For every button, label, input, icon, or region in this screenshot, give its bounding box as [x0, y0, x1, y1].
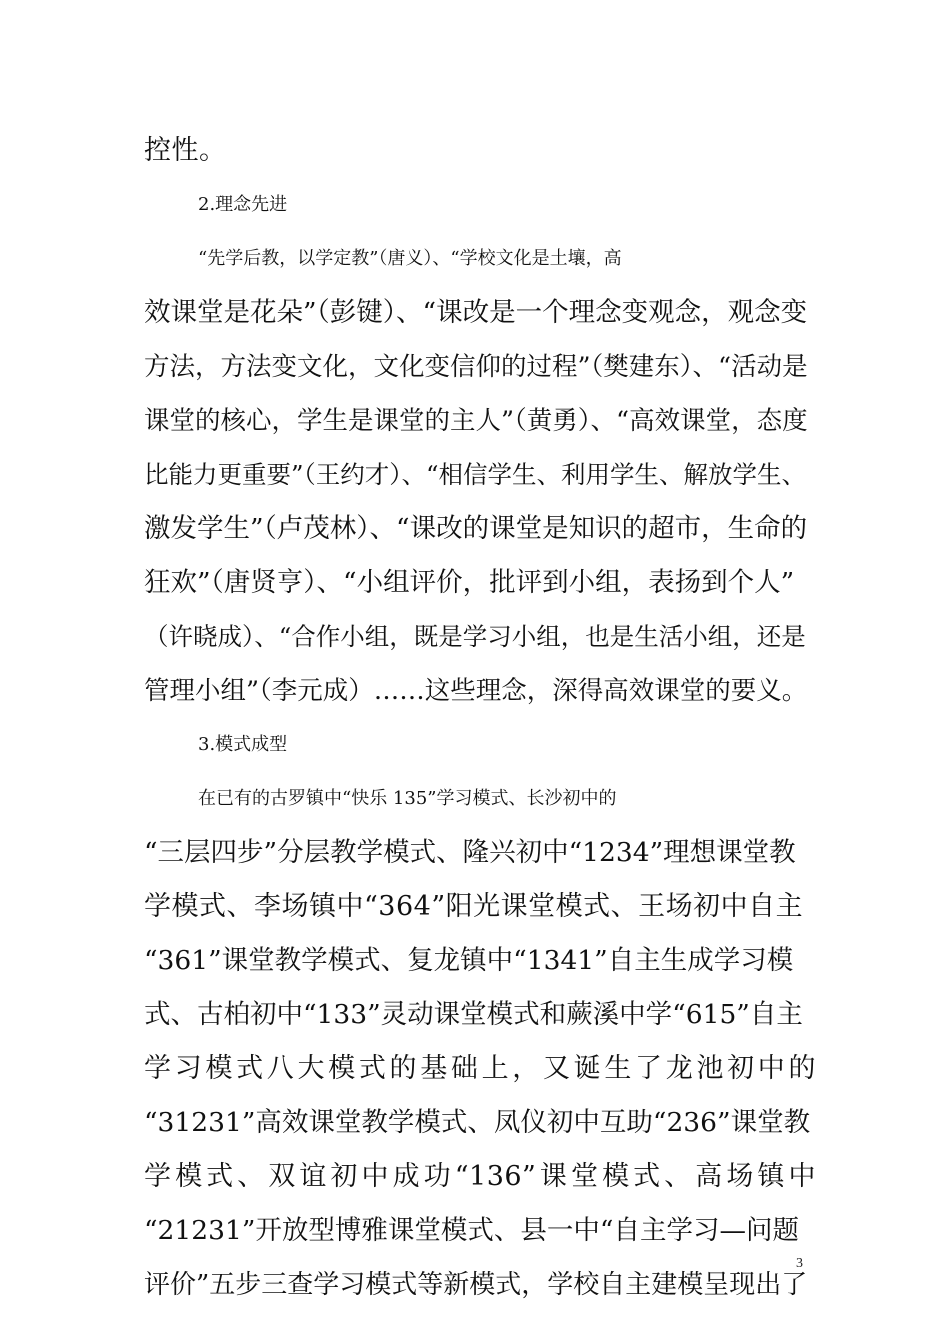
paragraph-line: “三层四步”分层教学模式、隆兴初中“1234”理想课堂教	[144, 837, 796, 868]
section-heading: 2.理念先进	[198, 194, 288, 215]
paragraph-line: 在已有的古罗镇中“快乐 135”学习模式、长沙初中的	[198, 788, 617, 809]
page-number: 3	[796, 1256, 803, 1271]
paragraph-line: “先学后教，以学定教”（唐义）、“学校文化是土壤，高	[198, 248, 622, 269]
paragraph-line: 评价”五步三查学习模式等新模式，学校自主建模呈现出了	[144, 1270, 808, 1300]
paragraph-line: 学模式、双谊初中成功“136”课堂模式、高场镇中	[144, 1161, 816, 1192]
paragraph-line: 学习模式八大模式的基础上，又诞生了龙池初中的	[144, 1053, 816, 1084]
paragraph-line: （许晓成）、“合作小组，既是学习小组，也是生活小组，还是	[144, 622, 806, 651]
paragraph-line: “21231”开放型博雅课堂模式、县一中“自主学习—问题	[144, 1215, 799, 1246]
paragraph-line: 比能力更重要”（王约才）、“相信学生、利用学生、解放学生、	[144, 460, 807, 489]
paragraph-line: 狂欢”（唐贤亨）、“小组评价，批评到小组，表扬到个人”	[144, 567, 795, 598]
paragraph-line: 管理小组”（李元成）……这些理念，深得高效课堂的要义。	[144, 676, 808, 706]
paragraph-line: “361”课堂教学模式、复龙镇中“1341”自主生成学习模	[144, 945, 794, 976]
paragraph-line: 学模式、李场镇中“364”阳光课堂模式、王场初中自主	[144, 891, 804, 922]
section-heading: 3.模式成型	[198, 734, 288, 755]
paragraph-line: 式、古柏初中“133”灵动课堂模式和蕨溪中学“615”自主	[144, 999, 803, 1030]
paragraph-line: “31231”高效课堂教学模式、凤仪初中互助“236”课堂教	[144, 1107, 811, 1138]
paragraph-line: 课堂的核心，学生是课堂的主人”（黄勇）、“高效课堂，态度	[144, 406, 808, 436]
paragraph-line: 方法，方法变文化，文化变信仰的过程”（樊建东）、“活动是	[144, 352, 808, 382]
paragraph-line: 激发学生”（卢茂林）、“课改的课堂是知识的超市，生命的	[144, 513, 808, 544]
paragraph-line: 效课堂是花朵”（彭键）、“课改是一个理念变观念，观念变	[144, 297, 808, 328]
paragraph-line: 控性。	[144, 135, 227, 166]
